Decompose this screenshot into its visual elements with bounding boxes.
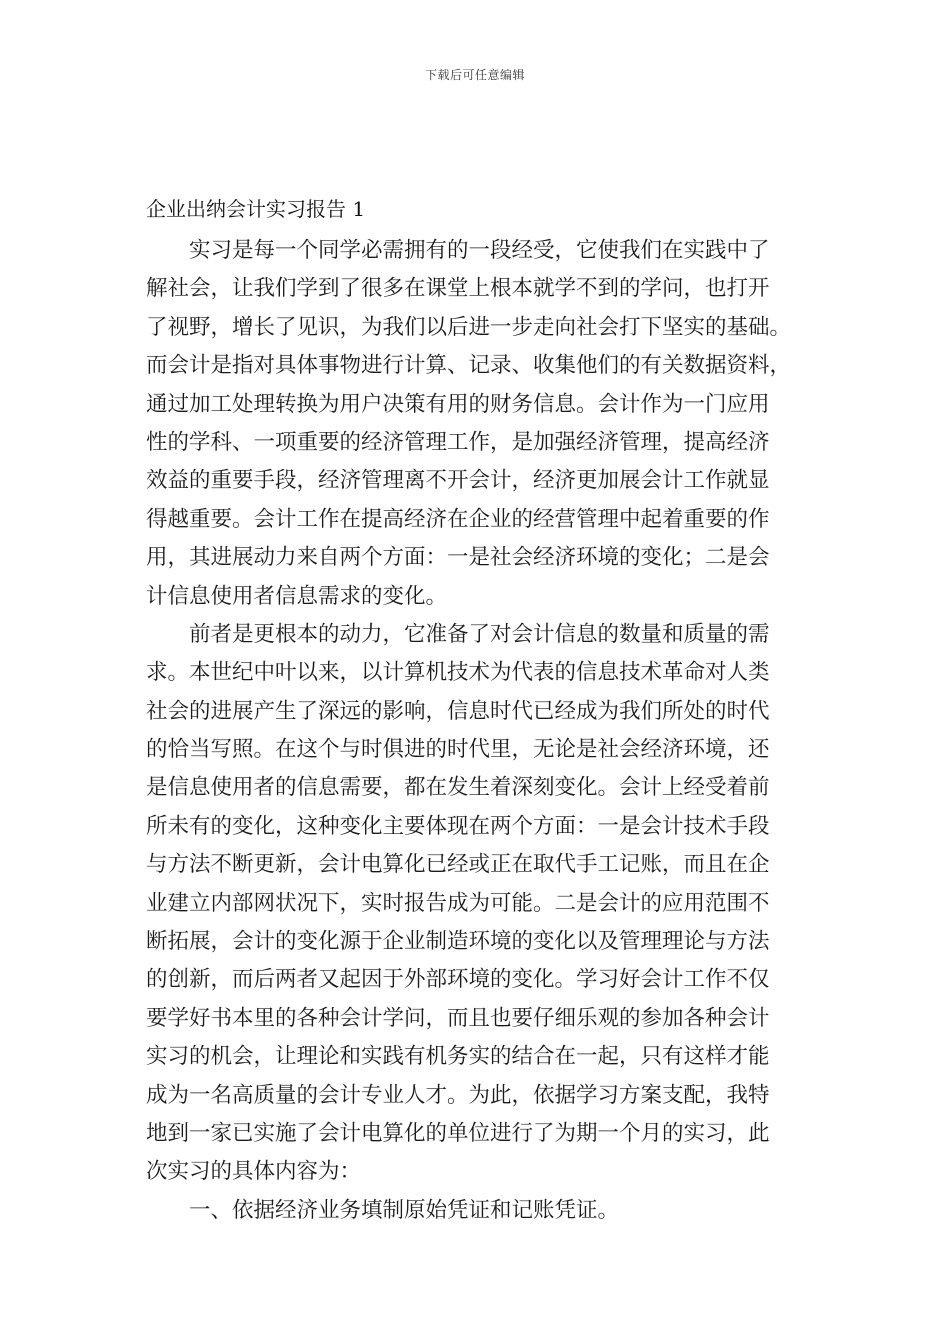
paragraph-2-line: 实习的机会，让理论和实践有机务实的结合在一起，只有这样才能 xyxy=(146,1044,770,1070)
paragraph-1-line: 了视野，增长了见识，为我们以后进一步走向社会打下坚实的基础。 xyxy=(146,314,792,340)
paragraph-1-line: 得越重要。会计工作在提高经济在企业的经营管理中起着重要的作 xyxy=(146,506,770,532)
paragraph-1-line: 性的学科、一项重要的经济管理工作，是加强经济管理，提高经济 xyxy=(146,429,770,455)
paragraph-2-line: 成为一名高质量的会计专业人才。为此，依据学习方案支配，我特 xyxy=(146,1082,770,1108)
paragraph-3-line: 一、依据经济业务填制原始凭证和记账凭证。 xyxy=(189,1197,620,1223)
paragraph-2-line: 地到一家已实施了会计电算化的单位进行了为期一个月的实习，此 xyxy=(146,1120,770,1146)
document-title: 企业出纳会计实习报告 1 xyxy=(146,197,366,221)
paragraph-1-line: 解社会，让我们学到了很多在课堂上根本就学不到的学问，也打开 xyxy=(146,276,770,302)
paragraph-2-line: 的创新，而后两者又起因于外部环境的变化。学习好会计工作不仅 xyxy=(146,967,770,993)
header-note: 下载后可任意编辑 xyxy=(424,68,525,82)
paragraph-2-line: 的恰当写照。在这个与时俱进的时代里，无论是社会经济环境，还 xyxy=(146,737,770,763)
paragraph-1-line: 而会计是指对具体事物进行计算、记录、收集他们的有关数据资料， xyxy=(146,353,792,379)
document-body xyxy=(146,232,816,1230)
paragraph-2-line: 与方法不断更新，会计电算化已经或正在取代手工记账，而且在企 xyxy=(146,852,770,878)
paragraph-2-line: 要学好书本里的各种会计学问，而且也要仔细乐观的参加各种会计 xyxy=(146,1005,770,1031)
paragraph-2-line: 求。本世纪中叶以来，以计算机技术为代表的信息技术革命对人类 xyxy=(146,660,770,686)
paragraph-2-line: 是信息使用者的信息需要，都在发生着深刻变化。会计上经受着前 xyxy=(146,775,770,801)
paragraph-1-line: 计信息使用者信息需求的变化。 xyxy=(146,583,448,609)
paragraph-2-line: 次实习的具体内容为： xyxy=(146,1159,362,1185)
paragraph-2-line: 所未有的变化，这种变化主要体现在两个方面：一是会计技术手段 xyxy=(146,813,770,839)
paragraph-2-line: 社会的进展产生了深远的影响，信息时代已经成为我们所处的时代 xyxy=(146,698,770,724)
paragraph-1-line: 用，其进展动力来自两个方面：一是社会经济环境的变化；二是会 xyxy=(146,545,770,571)
paragraph-2-line: 业建立内部网状况下，实时报告成为可能。二是会计的应用范围不 xyxy=(146,890,770,916)
paragraph-1-line: 通过加工处理转换为用户决策有用的财务信息。会计作为一门应用 xyxy=(146,391,770,417)
paragraph-1-line: 效益的重要手段，经济管理离不开会计，经济更加展会计工作就显 xyxy=(146,468,770,494)
paragraph-2-line: 断拓展，会计的变化源于企业制造环境的变化以及管理理论与方法 xyxy=(146,929,770,955)
paragraph-2-line: 前者是更根本的动力，它准备了对会计信息的数量和质量的需 xyxy=(189,621,770,647)
paragraph-1-line: 实习是每一个同学必需拥有的一段经受，它使我们在实践中了 xyxy=(189,238,770,263)
